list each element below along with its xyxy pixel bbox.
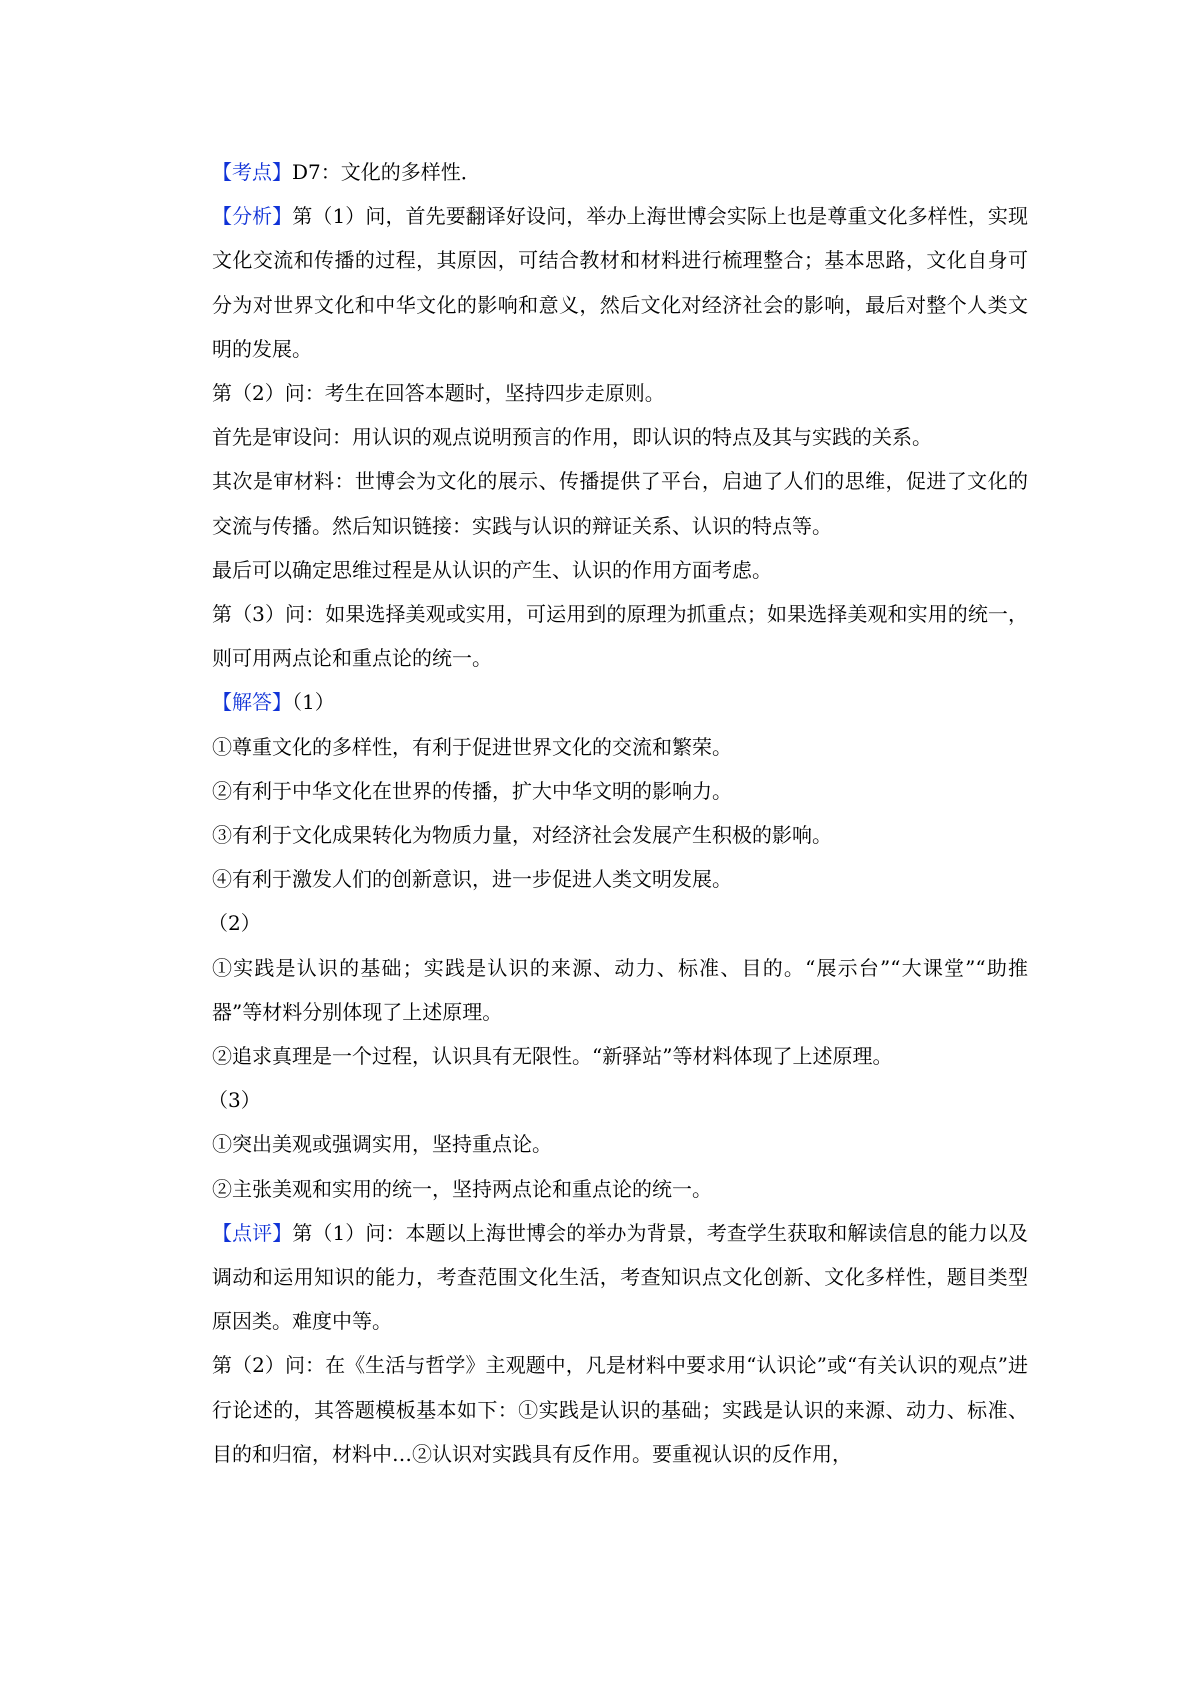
jieda-part3-label: （3）	[208, 1088, 261, 1113]
document-page	[208, 150, 1028, 1476]
kaodian-tag: 【考点】	[212, 160, 292, 184]
fenxi-q2-intro: 第（2）问：考生在回答本题时，坚持四步走原则。	[212, 381, 665, 406]
jieda-part1-label: （1）	[292, 690, 335, 715]
jieda-part2-item: ①实践是认识的基础；实践是认识的来源、动力、标准、目的。“展示台”“大课堂”“助推器”等材料分别体现了上述原理。	[212, 955, 1028, 1024]
jieda-part1-item: ②有利于中华文化在世界的传播，扩大中华文明的影响力。	[212, 778, 732, 803]
jieda-part1-item: ③有利于文化成果转化为物质力量，对经济社会发展产生积极的影响。	[212, 823, 832, 848]
kaodian-text: D7：文化的多样性．	[292, 160, 481, 184]
jieda-part2-item: ②追求真理是一个过程，认识具有无限性。“新驿站”等材料体现了上述原理。	[212, 1044, 893, 1069]
dianping-paragraph	[212, 1211, 1028, 1344]
jieda-tag: 【解答】	[212, 690, 292, 715]
jieda-part3-item: ①突出美观或强调实用，坚持重点论。	[212, 1132, 552, 1157]
dianping-q2: 第（2）问：在《生活与哲学》主观题中，凡是材料中要求用“认识论”或“有关认识的观点”进行论述的，其答题模板基本如下：①实践是认识的基础；实践是认识的来源、动力、标准、目的和归宿，材料中…②认识对实践具有反作用。要重视认识的反作用，	[212, 1353, 1028, 1466]
jieda-part3-item: ②主张美观和实用的统一，坚持两点论和重点论的统一。	[212, 1176, 712, 1201]
jieda-part1-item: ①尊重文化的多样性，有利于促进世界文化的交流和繁荣。	[212, 734, 732, 759]
fenxi-q2-step1: 首先是审设问：用认识的观点说明预言的作用，即认识的特点及其与实践的关系。	[212, 425, 932, 450]
kaodian-paragraph	[212, 150, 1028, 194]
fenxi-q3: 第（3）问：如果选择美观或实用，可运用到的原理为抓重点；如果选择美观和实用的统一，则可用两点论和重点论的统一。	[212, 602, 1028, 671]
jieda-part2-label: （2）	[208, 911, 261, 936]
fenxi-q2-step2: 其次是审材料：世博会为文化的展示、传播提供了平台，启迪了人们的思维，促进了文化的交流与传播。然后知识链接：实践与认识的辩证关系、认识的特点等。	[212, 469, 1028, 538]
jieda-part1-item: ④有利于激发人们的创新意识，进一步促进人类文明发展。	[212, 867, 732, 892]
dianping-tag: 【点评】	[212, 1220, 293, 1245]
fenxi-paragraph	[212, 194, 1028, 371]
dianping-text: 第（1）问：本题以上海世博会的举办为背景，考查学生获取和解读信息的能力以及调动和运用知识的能力，考查范围文化生活，考查知识点文化创新、文化多样性，题目类型原因类。难度中等。	[212, 1220, 1028, 1334]
fenxi-q2-step3: 最后可以确定思维过程是从认识的产生、认识的作用方面考虑。	[212, 557, 772, 582]
jieda-paragraph	[212, 680, 1028, 724]
fenxi-text: 第（1）问，首先要翻译好设问，举办上海世博会实际上也是尊重文化多样性，实现文化交流和传播的过程，其原因，可结合教材和材料进行梳理整合；基本思路，文化自身可分为对世界文化和中华文化的影响和意义，然后文化对经济社会的影响，最后对整个人类文明的发展。	[212, 204, 1028, 361]
fenxi-tag: 【分析】	[212, 204, 293, 229]
